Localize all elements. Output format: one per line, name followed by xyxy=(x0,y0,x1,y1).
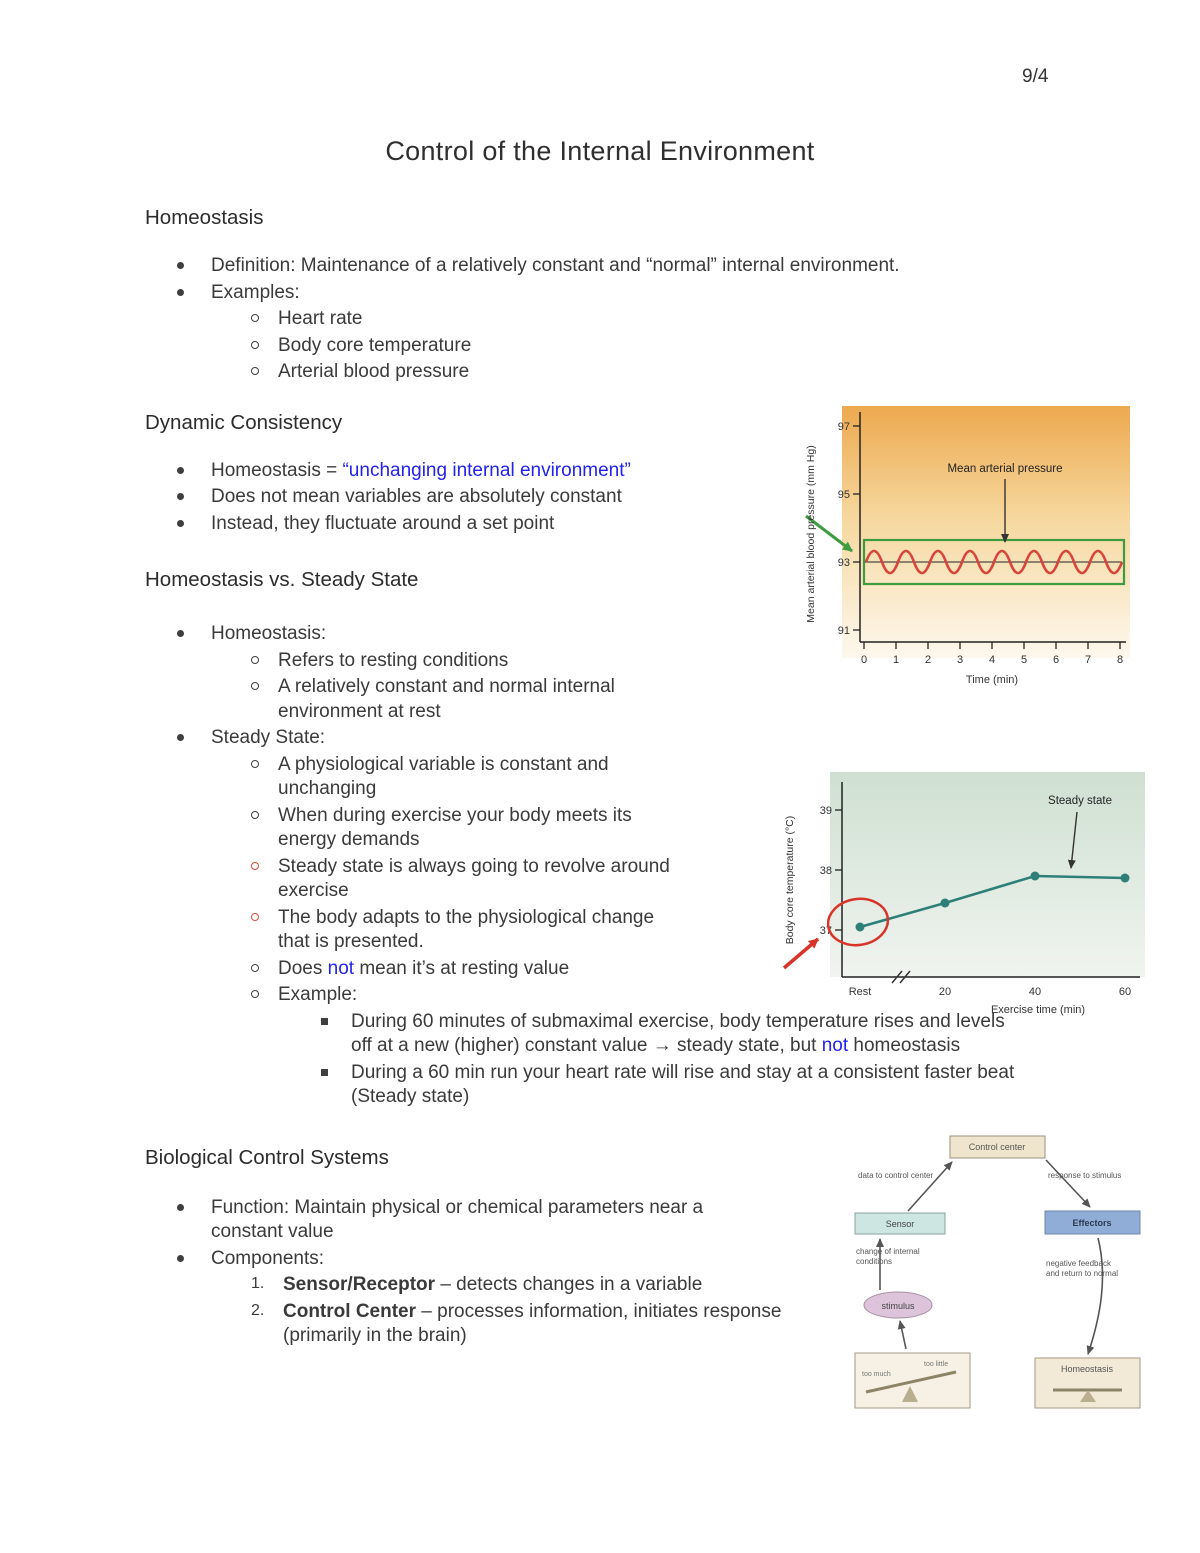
bullet-marker xyxy=(251,983,278,1008)
control-to-effectors-arrow xyxy=(1046,1160,1090,1207)
section-heading: Homeostasis xyxy=(145,206,264,229)
bullet-marker xyxy=(321,1061,351,1110)
bullet-text: Does not mean variables are absolutely constant xyxy=(211,486,622,507)
bullet-marker xyxy=(177,726,211,751)
temperature-chart-svg xyxy=(780,772,1145,1020)
x-tick-label: 3 xyxy=(956,654,964,666)
x-tick-label: 6 xyxy=(1052,654,1060,666)
highlighted-text: “unchanging internal environment” xyxy=(342,459,631,481)
x-axis-label: Time (min) xyxy=(965,674,1019,686)
bullet-text: Function: Maintain physical or chemical parameters near a constant value xyxy=(211,1196,704,1242)
control-center-label: Control center xyxy=(968,1142,1026,1152)
bullet-text: Control Center – processes information, initiates response (primarily in the brain) xyxy=(283,1300,782,1346)
negative-feedback-label: negative feedback and return to normal xyxy=(1046,1259,1119,1278)
bullet-marker xyxy=(177,622,211,647)
bullet-marker xyxy=(251,675,278,724)
bullet-marker xyxy=(177,1247,211,1272)
x-tick-label: 5 xyxy=(1020,654,1028,666)
bullet-marker xyxy=(251,360,278,385)
bullet-text: Heart rate xyxy=(278,308,363,329)
bullet-text: Definition: Maintenance of a relatively constant and “normal” internal environment. xyxy=(211,255,900,276)
x-tick-label: 1 xyxy=(892,654,900,666)
component-name: Sensor/Receptor xyxy=(283,1274,436,1295)
homeostasis-label: Homeostasis xyxy=(1060,1364,1114,1374)
bullet-item xyxy=(145,726,1045,751)
chart-annotation: Mean arterial pressure xyxy=(947,463,1063,475)
page-title: Control of the Internal Environment xyxy=(385,136,815,166)
x-tick-label: 8 xyxy=(1116,654,1124,666)
section-homeostasis xyxy=(145,206,1045,385)
x-tick-label: 40 xyxy=(1028,986,1042,998)
y-axis-label: Body core temperature (°C) xyxy=(784,815,796,945)
sensor-to-control-arrow xyxy=(908,1162,952,1211)
x-tick-label: 2 xyxy=(924,654,932,666)
y-tick-label: 93 xyxy=(837,557,850,569)
item-number: 1. xyxy=(251,1275,265,1292)
effectors-label: Effectors xyxy=(1072,1218,1112,1228)
bullet-text: Instead, they fluctuate around a set point xyxy=(211,512,555,534)
x-tick-label: Rest xyxy=(848,986,872,998)
bullet-text: Refers to resting conditions xyxy=(278,649,509,671)
bullet-item xyxy=(145,334,1045,359)
effectors-to-homeostasis-arrow xyxy=(1088,1238,1103,1354)
body-temperature-figure xyxy=(780,772,1145,1025)
bullet-marker xyxy=(251,957,278,982)
bullet-text: Steady state is always going to revolve around exercise xyxy=(278,855,670,901)
bullet-marker xyxy=(251,804,278,853)
x-tick-label: 7 xyxy=(1084,654,1092,666)
picture-to-stimulus-arrow xyxy=(900,1321,906,1349)
too-little-label: too little xyxy=(924,1361,949,1368)
highlighted-text: not xyxy=(327,957,355,979)
bullet-marker xyxy=(177,1196,211,1245)
x-tick-label: 0 xyxy=(860,654,868,666)
change-conditions-label: change of internal conditions xyxy=(856,1247,920,1266)
stimulus-label: stimulus xyxy=(881,1301,915,1311)
bullet-item xyxy=(145,254,1045,279)
y-tick-label: 39 xyxy=(819,805,832,817)
item-number: 2. xyxy=(251,1301,265,1319)
bullet-text: During a 60 min run your heart rate will rise and stay at a consistent faster beat (Steady state) xyxy=(351,1061,1015,1107)
bullet-item xyxy=(145,360,1045,385)
section-heading: Homeostasis vs. Steady State xyxy=(145,568,419,591)
bullet-marker xyxy=(321,1010,351,1059)
y-axis-label: Mean arterial blood pressure (mm Hg) xyxy=(805,445,817,623)
x-tick-label: 60 xyxy=(1118,986,1132,998)
control-diagram-svg xyxy=(850,1128,1145,1413)
y-tick-label: 95 xyxy=(837,489,850,501)
data-to-control-label: data to control center xyxy=(858,1171,934,1180)
bullet-marker xyxy=(251,649,278,674)
response-to-stimulus-label: response to stimulus xyxy=(1048,1171,1122,1180)
sensor-label: Sensor xyxy=(885,1219,915,1229)
page-number: 9/4 xyxy=(1022,66,1049,87)
pressure-chart-svg xyxy=(800,406,1130,698)
y-tick-label: 97 xyxy=(837,421,850,433)
bullet-marker xyxy=(177,281,211,306)
bullet-text: During 60 minutes of submaximal exercise, body temperature rises and levels off at a new (higher) constant value → steady state, but not homeostasis xyxy=(351,1010,1005,1056)
component-name: Control Center xyxy=(283,1300,416,1322)
bullet-text: Homeostasis = “unchanging internal environment” xyxy=(211,459,631,481)
y-tick-label: 38 xyxy=(819,865,832,877)
x-tick-label: 4 xyxy=(988,654,996,666)
bullet-marker xyxy=(177,254,211,279)
bullet-text: Steady State: xyxy=(211,727,326,748)
bullet-text: A physiological variable is constant and unchanging xyxy=(278,753,609,799)
bullet-item xyxy=(145,1061,1045,1110)
x-tick-label: 20 xyxy=(938,986,952,998)
bullet-marker xyxy=(251,334,278,359)
x-axis-label: Exercise time (min) xyxy=(990,1004,1086,1016)
bullet-marker xyxy=(177,459,211,484)
section-heading: Biological Control Systems xyxy=(145,1145,389,1169)
bullet-item xyxy=(145,281,1045,306)
bullet-text: Example: xyxy=(278,984,358,1005)
y-tick-label: 91 xyxy=(837,625,850,637)
y-tick-label: 37 xyxy=(819,925,832,937)
bullet-marker xyxy=(251,753,278,802)
bullet-text: Does not mean it’s at resting value xyxy=(278,957,570,979)
red-bullet-marker xyxy=(251,855,278,904)
chart-annotation: Steady state xyxy=(1048,795,1112,807)
bullet-text: The body adapts to the physiological change that is presented. xyxy=(278,906,655,952)
red-bullet-marker xyxy=(251,906,278,955)
bullet-text: Examples: xyxy=(211,281,300,303)
bullet-text: Homeostasis: xyxy=(211,623,327,644)
too-much-label: too much xyxy=(862,1371,891,1378)
bullet-marker xyxy=(251,307,278,332)
bullet-text: Sensor/Receptor – detects changes in a variable xyxy=(283,1274,703,1295)
bullet-item xyxy=(145,307,1045,332)
bullet-marker xyxy=(177,485,211,510)
bullet-marker xyxy=(177,512,211,537)
bullet-text: A relatively constant and normal internal environment at rest xyxy=(278,676,615,722)
bullet-text: Arterial blood pressure xyxy=(278,361,470,382)
bullet-text: Components: xyxy=(211,1247,325,1269)
control-system-diagram xyxy=(850,1128,1145,1418)
mean-arterial-pressure-figure xyxy=(800,406,1130,703)
highlighted-text: not xyxy=(821,1035,849,1056)
chart-background xyxy=(842,406,1130,658)
bullet-text: When during exercise your body meets its energy demands xyxy=(278,804,632,850)
section-heading: Dynamic Consistency xyxy=(145,410,343,434)
bullet-text: Body core temperature xyxy=(278,334,472,356)
